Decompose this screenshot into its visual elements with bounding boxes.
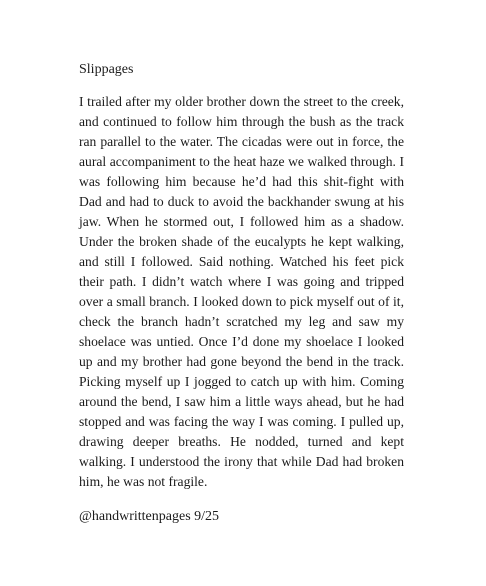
page-content [79, 60, 404, 527]
author-handle-footer: @handwrittenpages 9/25 [79, 509, 220, 524]
story-paragraph: I trailed after my older brother down the street to the creek, and continued to follow him through the bush as the track ran parallel to the water. The cicadas were out in force, the aural accompaniment to the heat haze we walked through. I was following him because he’d had this shit-fight with Dad and had to duck to avoid the backhander swung at his jaw. When he stormed out, I followed him as a shadow. Under the broken shade of the eucalypts he kept walking, and still I followed. Said nothing. Watched his feet pick their path. I didn’t watch where I was going and tripped over a small branch. I looked down to pick myself out of it, check the branch hadn’t scratched my leg and saw my shoelace was untied. Once I’d done my shoelace I looked up and my brother had gone beyond the bend in the track. Picking myself up I jogged to catch up with him. Coming around the bend, I saw him a little ways ahead, but he had stopped and was facing the way I was coming. I pulled up, drawing deeper breaths. He nodded, turned and kept walking. I understood the irony that while Dad had broken him, he was not fragile. [79, 94, 404, 489]
piece-title: Slippages [79, 62, 134, 77]
